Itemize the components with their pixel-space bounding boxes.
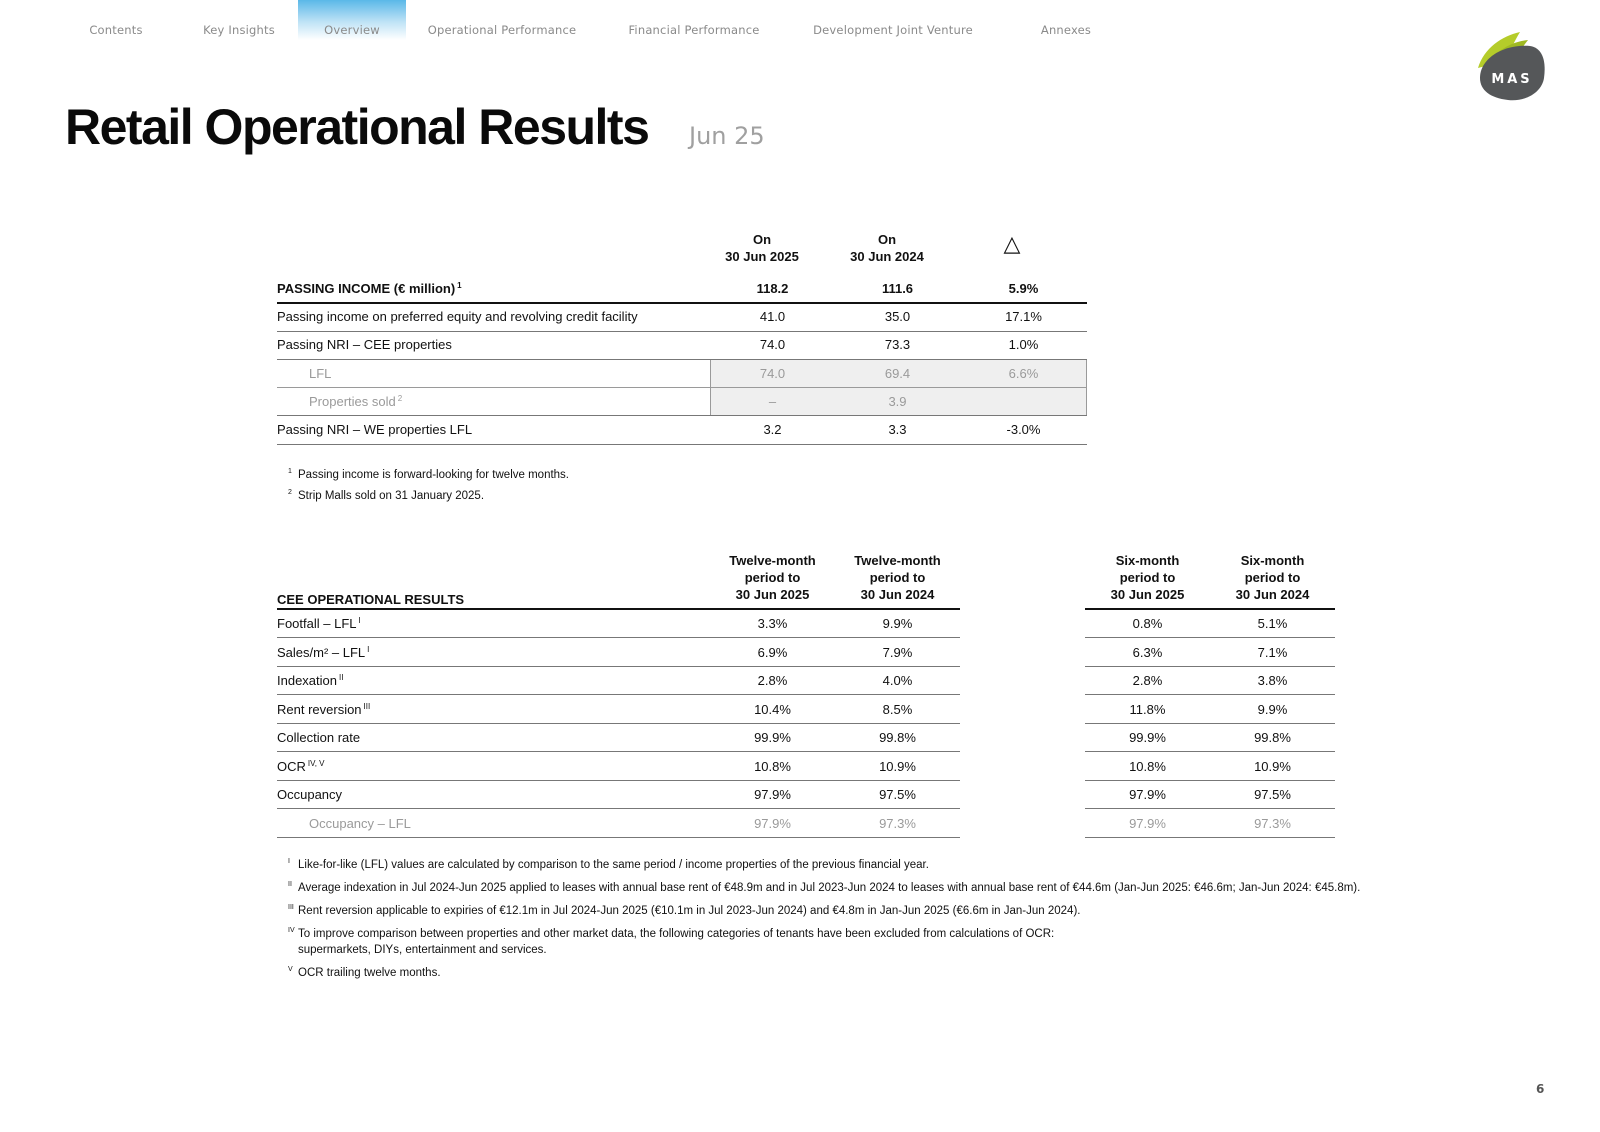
row-label: OCR $^{IV, V}$ [277, 758, 325, 774]
cell-value: 3.9 [888, 394, 907, 409]
cell-value: 97.9% [1129, 815, 1166, 831]
cell-value: 97.9% [754, 815, 791, 831]
cell-value: – [768, 394, 777, 409]
divider [1085, 837, 1335, 838]
table-row [277, 810, 1335, 838]
table-row [277, 696, 1335, 724]
cell-value: 97.3% [879, 815, 916, 831]
cell-value: 6.6% [1008, 366, 1039, 381]
cell-value: -3.0% [1006, 422, 1041, 437]
cell-value: 17.1% [1005, 309, 1042, 324]
cell-value: 73.3 [884, 337, 911, 352]
header-six-2024: Six-month period to 30 Jun 2024 [1235, 553, 1310, 602]
table-row [277, 667, 1335, 695]
header-six-2025: Six-month period to 30 Jun 2025 [1110, 553, 1185, 602]
cell-value: 1.0% [1008, 337, 1039, 352]
mas-logo [1474, 30, 1546, 102]
page-subtitle: Jun 25 [689, 122, 765, 150]
footnote: 1 Passing income is forward-looking for twelve months. [288, 468, 570, 481]
tab-annexes[interactable]: Annexes [1040, 23, 1092, 37]
cell-value: 10.8% [754, 758, 791, 774]
cell-value: 6.9% [757, 644, 788, 660]
page-number: 6 [1536, 1082, 1545, 1096]
cell-value: 97.5% [1254, 787, 1291, 802]
footnote: IV To improve comparison between properties and other market data, the following categories of tenants have been excluded from calculations of OCR: supermarkets, DIYs, entertainment and services. [288, 927, 1055, 956]
tab-overview[interactable]: Overview [298, 0, 406, 40]
cell-value: 5.9% [1008, 281, 1039, 296]
row-label: Occupancy – LFL [309, 815, 411, 831]
divider [277, 444, 1087, 445]
cell-value: 9.9% [1257, 701, 1288, 717]
row-label: Passing NRI – CEE properties [277, 337, 452, 352]
header-col1: On 30 Jun 2025 [725, 232, 799, 264]
table-row [277, 360, 1087, 388]
header-col2: On 30 Jun 2024 [850, 232, 924, 264]
header-twelve-2024: Twelve-month period to 30 Jun 2024 [854, 553, 941, 602]
row-label: Sales/m² – LFL $^I$ [277, 644, 370, 660]
cell-value: 5.1% [1257, 616, 1288, 631]
cell-value: 9.9% [882, 616, 913, 631]
cell-value: 69.4 [884, 366, 911, 381]
cell-value: 111.6 [881, 281, 914, 296]
footnote: I Like-for-like (LFL) values are calculated by comparison to the same period / income properties of the previous financial year. [288, 858, 929, 871]
row-label: PASSING INCOME (€ million) $^1$ [277, 281, 462, 296]
cell-value: 10.9% [879, 758, 916, 774]
cell-value: 2.8% [757, 673, 788, 688]
table-row [277, 275, 1087, 303]
cell-value: 6.3% [1132, 644, 1163, 660]
row-label: LFL [309, 366, 332, 381]
table-row [277, 416, 1087, 444]
cell-value: 97.5% [879, 787, 916, 802]
row-label: Indexation $^{II}$ [277, 673, 344, 688]
cell-value: 4.0% [882, 673, 913, 688]
row-label: Occupancy [277, 787, 343, 802]
footnote: III Rent reversion applicable to expiries of €12.1m in Jul 2024-Jun 2025 (€10.1m in Jul 2023-Jun 2024) and €4.8m in Jan-Jun 2025 (€6.6m in Jan-Jun 2024). [288, 904, 1081, 917]
cell-value: 97.9% [754, 787, 791, 802]
footnote: II Average indexation in Jul 2024-Jun 2025 applied to leases with annual base rent of €48.9m and in Jul 2023-Jun 2024 to leases with annual base rent of €44.6m (Jan-Jun 2025: €46.6m; Jan-Jun 2024: €45.8m). [288, 881, 1361, 894]
cell-value [960, 388, 1087, 416]
cell-value: 3.2 [763, 422, 782, 437]
table-row [277, 639, 1335, 667]
table-title: CEE OPERATIONAL RESULTS [277, 592, 465, 607]
footnote: 2 Strip Malls sold on 31 January 2025. [288, 489, 485, 502]
cell-value: 97.9% [1129, 787, 1166, 802]
cell-value: 7.1% [1257, 644, 1288, 660]
cell-value: 3.3% [757, 616, 788, 631]
cell-value: 2.8% [1132, 673, 1163, 688]
cell-value: 0.8% [1132, 616, 1163, 631]
cell-value: 97.3% [1254, 815, 1291, 831]
cell-value: 41.0 [759, 309, 786, 324]
cell-value: 99.9% [754, 730, 791, 745]
cell-value: 10.8% [1129, 758, 1166, 774]
cell-value: 3.8% [1257, 673, 1288, 688]
delta-icon: △ [1003, 231, 1021, 256]
cell-value: 99.9% [1129, 730, 1166, 745]
table-row [277, 303, 1087, 331]
row-label: Passing income on preferred equity and revolving credit facility [277, 309, 638, 324]
row-label: Footfall – LFL $^I$ [277, 616, 361, 631]
cell-value: 10.9% [1254, 758, 1291, 774]
table-row [277, 331, 1087, 359]
table-row [277, 753, 1335, 781]
cell-value: 99.8% [1254, 730, 1291, 745]
cell-value: 74.0 [759, 337, 786, 352]
cell-value: 99.8% [879, 730, 916, 745]
cell-value: 7.9% [882, 644, 913, 660]
footnote: V OCR trailing twelve months. [288, 966, 441, 979]
cell-value: 118.2 [756, 281, 789, 296]
table-row [277, 388, 1087, 416]
tab-contents[interactable]: Contents [89, 23, 143, 37]
table-row [277, 724, 1335, 752]
cell-value: 3.3 [888, 422, 907, 437]
cell-value: 74.0 [759, 366, 786, 381]
row-label: Collection rate [277, 730, 361, 745]
cell-value: 10.4% [754, 701, 791, 717]
table-row [277, 610, 1335, 638]
page-title: Retail Operational Results [65, 99, 649, 155]
row-label: Properties sold $^2$ [309, 394, 403, 409]
cell-value: 35.0 [884, 309, 911, 324]
tab-operational-performance[interactable]: Operational Performance [427, 23, 577, 37]
row-label: Rent reversion $^{III}$ [277, 701, 371, 717]
cell-value: 8.5% [882, 701, 913, 717]
row-label: Passing NRI – WE properties LFL [277, 422, 473, 437]
cell-value: 11.8% [1129, 701, 1166, 717]
tab-development-joint-venture[interactable]: Development Joint Venture [813, 23, 973, 37]
header-twelve-2025: Twelve-month period to 30 Jun 2025 [729, 553, 816, 602]
logo-text: MAS [1491, 72, 1533, 87]
passing-income-table [277, 225, 1087, 445]
table-row [277, 781, 1335, 809]
cee-operational-results-table [277, 552, 1337, 842]
tab-financial-performance[interactable]: Financial Performance [628, 23, 760, 37]
tab-key-insights[interactable]: Key Insights [203, 23, 275, 37]
divider [277, 837, 960, 838]
